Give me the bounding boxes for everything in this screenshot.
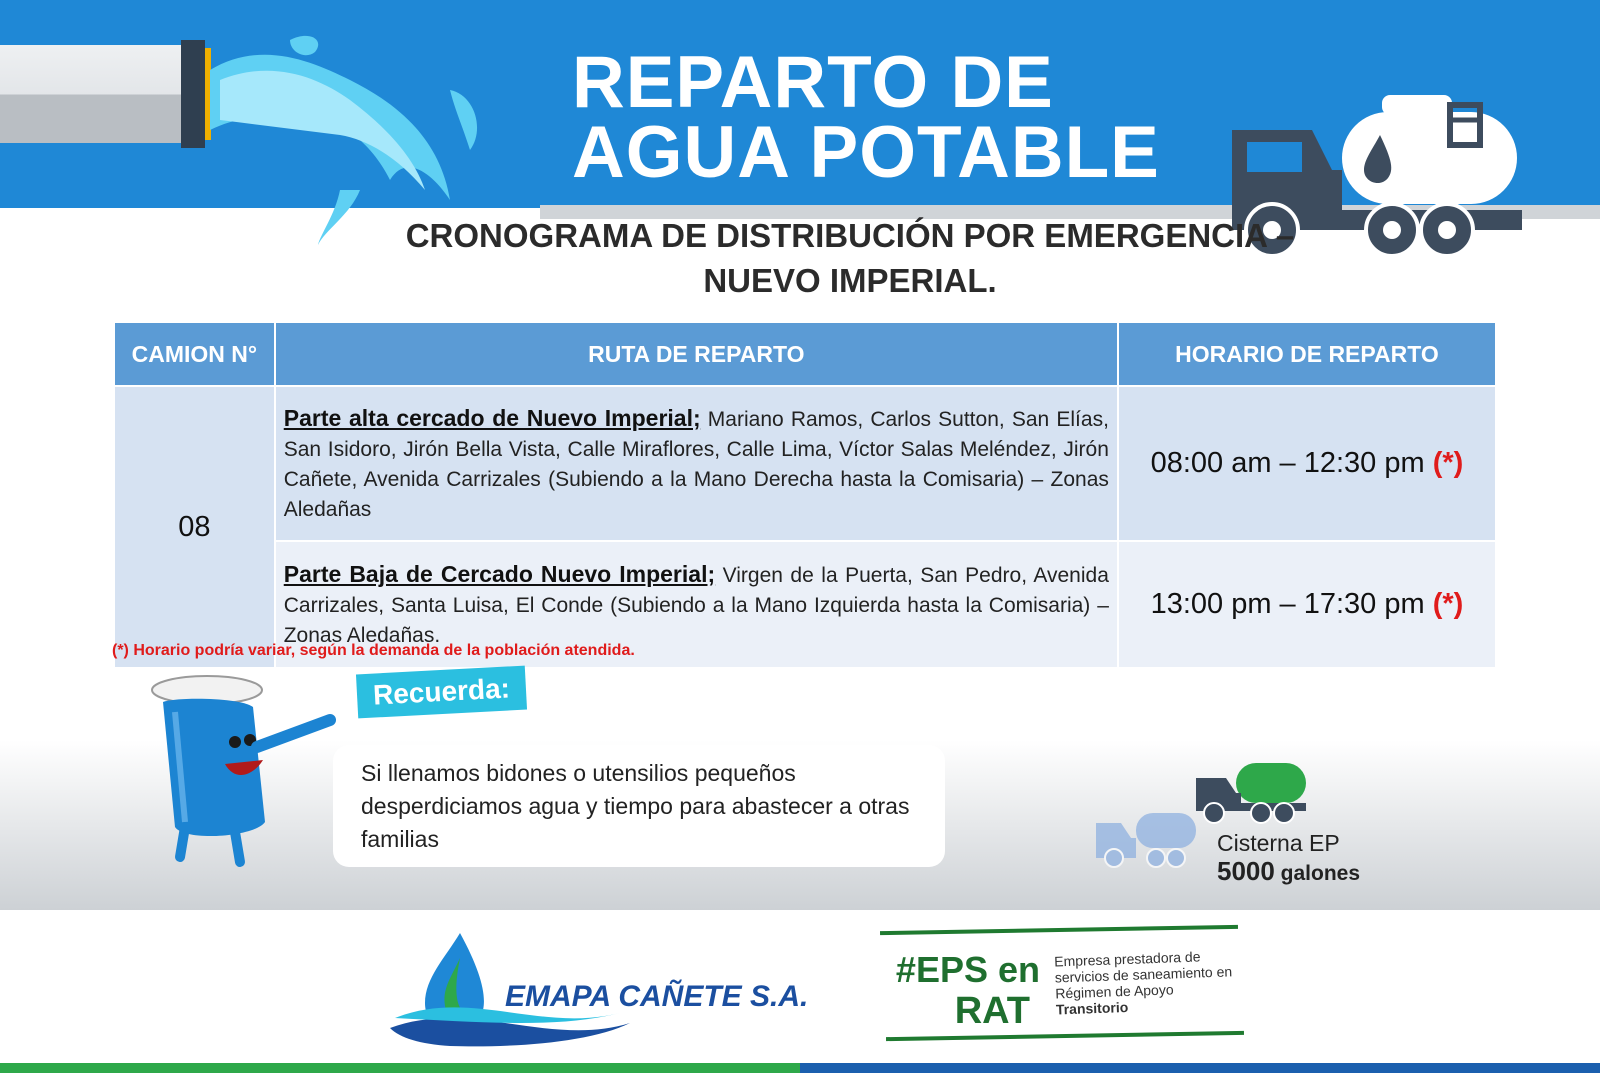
- reminder-text: Si llenamos bidones o utensilios pequeños desperdiciamos agua y tiempo para abastecer a otras familias: [361, 760, 910, 852]
- column-header-horario: HORARIO DE REPARTO: [1118, 323, 1495, 386]
- route-cell: [275, 386, 1118, 541]
- schedule-time: 13:00 pm – 17:30 pm: [1150, 588, 1433, 620]
- schedule-table: [115, 323, 1495, 667]
- cisterna-label: Cisterna EP: [1217, 830, 1340, 856]
- table-row: [115, 386, 1495, 541]
- water-pipe-icon: [0, 45, 185, 143]
- eps-hashtag-line1: #EPS en: [895, 949, 1040, 990]
- route-lead: Parte Baja de Cercado Nuevo Imperial;: [283, 560, 716, 587]
- reminder-tag: Recuerda:: [356, 666, 527, 719]
- column-header-camion: CAMION N°: [115, 323, 275, 386]
- route-lead: Parte alta cercado de Nuevo Imperial;: [283, 404, 701, 431]
- route-text: Virgen de la Puerta, San Pedro, Avenida Carrizales, Santa Luisa, El Conde (Subiendo a la Mano Izquierda hasta la Comisaria) – Zonas Aledañas.: [283, 563, 1109, 647]
- cisterna-amount: 5000: [1217, 856, 1275, 886]
- eps-hashtag-line2: RAT: [954, 990, 1030, 1032]
- schedule-cell: [1118, 541, 1495, 667]
- schedule-cell: [1118, 386, 1495, 541]
- cisterna-capacity: [1217, 856, 1360, 887]
- title-line-1: REPARTO DE: [572, 42, 1054, 123]
- eps-description: [1054, 947, 1256, 1018]
- bidon-mascot-icon: [145, 672, 345, 872]
- emapa-name: EMAPA CAÑETE S.A.: [505, 980, 809, 1013]
- footer-bar-blue: [800, 1063, 1600, 1073]
- asterisk-mark: (*): [1432, 447, 1464, 479]
- camion-number: 08: [115, 386, 275, 667]
- column-header-ruta: RUTA DE REPARTO: [275, 323, 1118, 386]
- page-subtitle: [300, 213, 1400, 303]
- title-line-2: AGUA POTABLE: [572, 112, 1160, 193]
- schedule-time: 08:00 am – 12:30 pm: [1150, 447, 1433, 479]
- subtitle-line-1: CRONOGRAMA DE DISTRIBUCIÓN POR EMERGENCIA –: [405, 217, 1295, 254]
- subtitle-line-2: NUEVO IMPERIAL.: [703, 262, 997, 299]
- route-text: Mariano Ramos, Carlos Sutton, San Elías, San Isidoro, Jirón Bella Vista, Calle Miraflores, Calle Lima, Víctor Salas Meléndez, Jirón Cañete, Avenida Carrizales (Subiendo a la Mano Derecha hasta la Comisaria) – Zonas Aledañas: [283, 407, 1109, 521]
- cisterna-unit: galones: [1274, 862, 1361, 885]
- schedule-note: (*) Horario podría variar, según la demanda de la población atendida.: [112, 642, 635, 659]
- asterisk-mark: (*): [1432, 588, 1464, 620]
- footer-bar-green: [0, 1063, 800, 1073]
- table-header-row: [115, 323, 1495, 386]
- eps-description-text: Empresa prestadora de servicios de saneamiento en Régimen de Apoyo: [1053, 948, 1233, 1002]
- page-title: [572, 42, 1160, 193]
- eps-description-bold: Transitorio: [1055, 998, 1129, 1018]
